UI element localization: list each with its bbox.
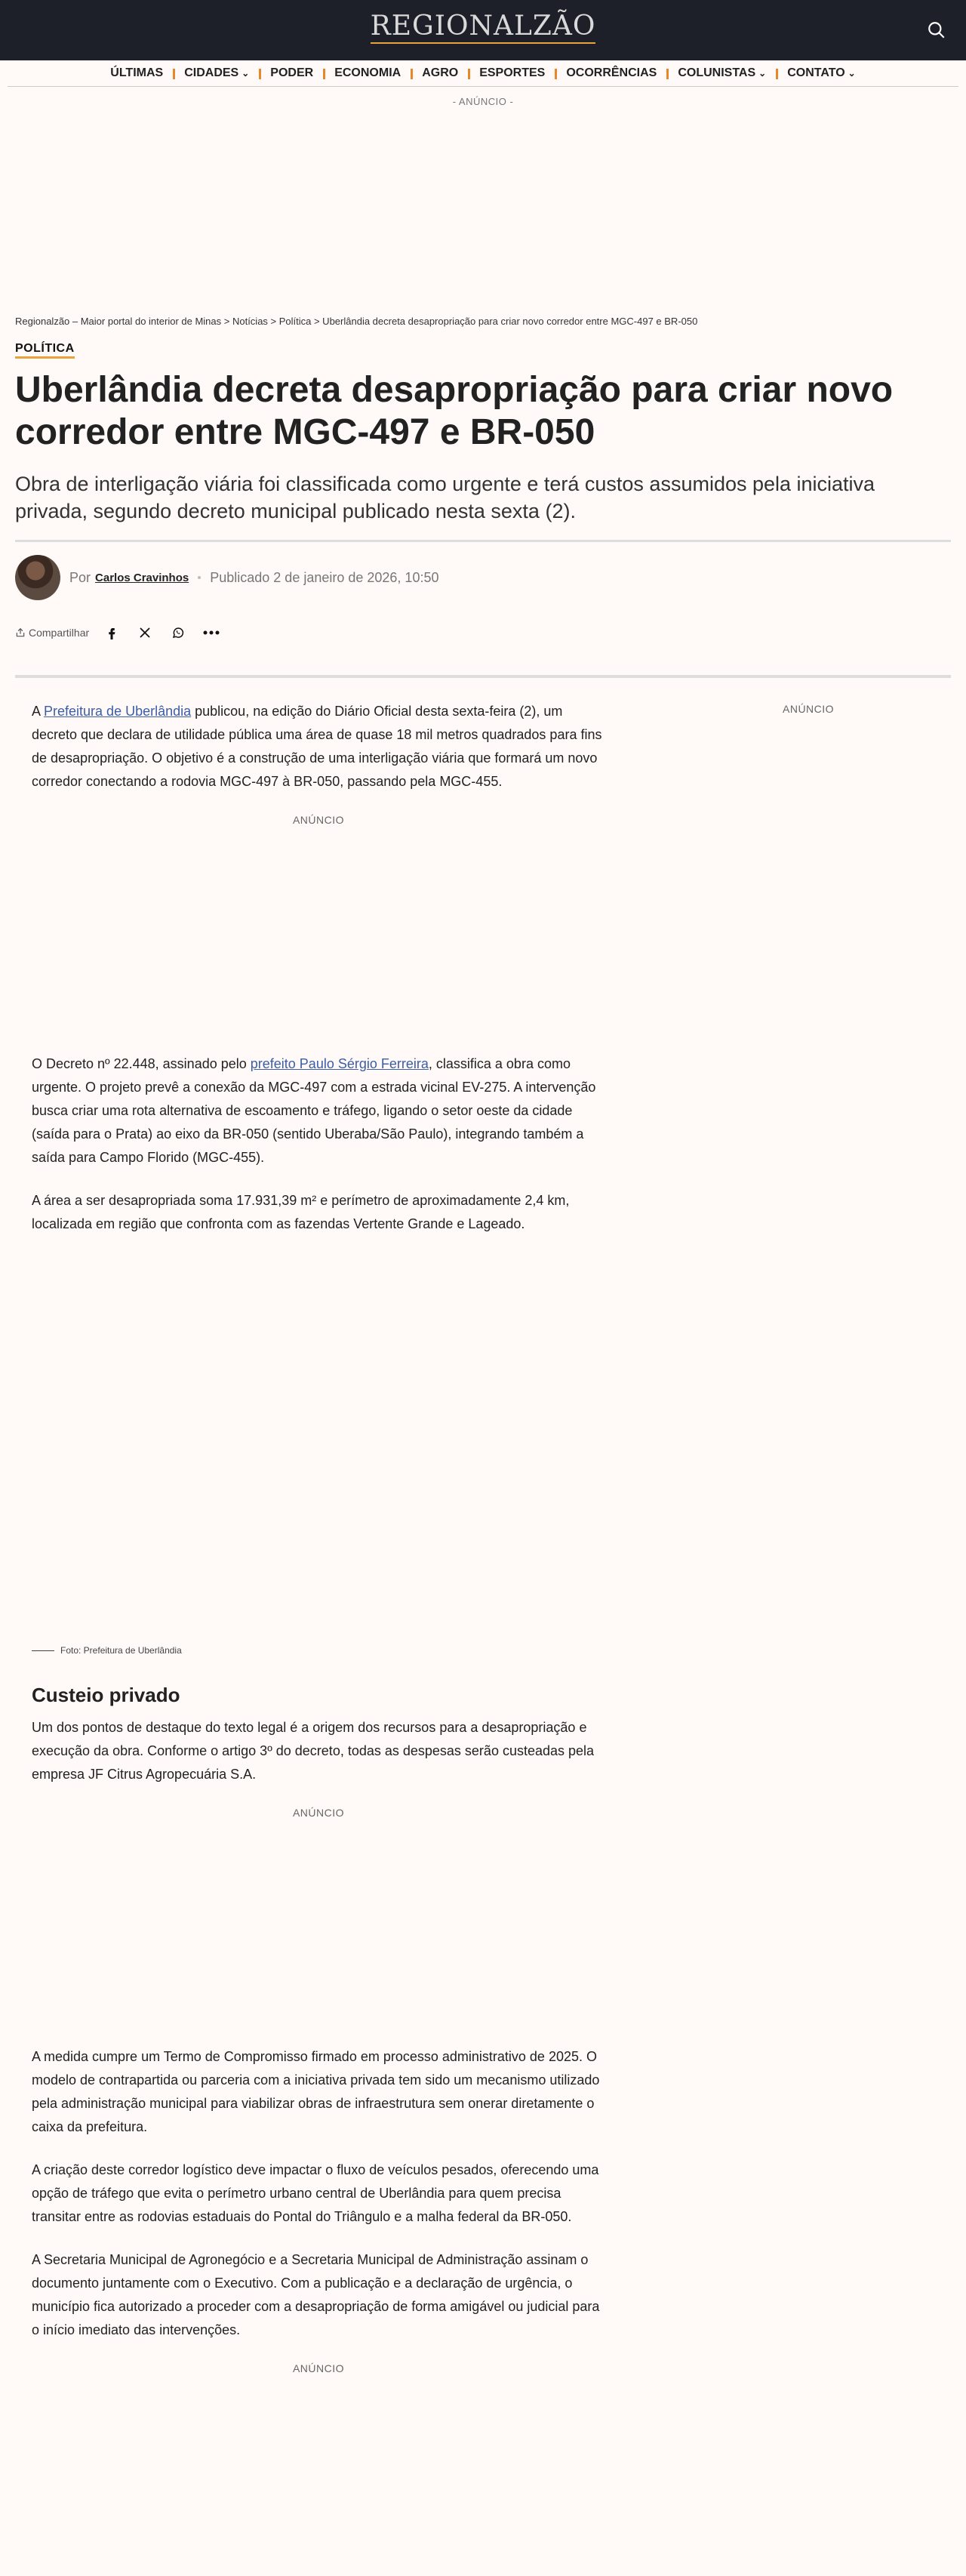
nav-item-ultimas[interactable]: ÚLTIMAS (110, 66, 164, 79)
paragraph: A criação deste corredor logístico deve impactar o fluxo de veículos pesados, oferecendo uma opção de tráfego que evita o perímetro urbano central de Uberlândia para quem precisa transitar entre as rodovias estaduais do Pontal do Triângulo e a malha federal da BR-050. (32, 2162, 599, 2224)
article-meta (15, 554, 951, 601)
ad-slot-inline (32, 832, 605, 1052)
publish-date: Publicado 2 de janeiro de 2026, 10:50 (210, 569, 439, 585)
avatar[interactable] (15, 555, 60, 600)
nav-item-cidades[interactable]: CIDADES ⌄ (174, 66, 260, 80)
divider (15, 540, 951, 542)
main-nav (8, 60, 958, 87)
ad-slot-inline (32, 1825, 605, 2045)
nav-item-poder[interactable]: PODER (260, 66, 324, 80)
share-icon (15, 627, 26, 638)
more-share-button[interactable] (196, 618, 226, 648)
category-badge[interactable]: POLÍTICA (15, 342, 75, 359)
link-prefeitura[interactable]: Prefeitura de Uberlândia (44, 704, 192, 719)
whatsapp-icon (171, 626, 185, 639)
paragraph: A Prefeitura de Uberlândia publicou, na edição do Diário Oficial desta sexta-feira (2), um decreto que declara de utilidade pública uma área de quase 18 mil metros quadrados para fins de desapropriação. O objetivo é a construção de uma interligação viária que formará um novo corredor conectando a rodovia MGC-497 à BR-050, passando pela MGC-455. (32, 704, 602, 789)
article-body-container (0, 678, 966, 2380)
paragraph: A área a ser desapropriada soma 17.931,39 m² e perímetro de aproximadamente 2,4 km, localizada em região que confronta com as fazendas Vertente Grande e Lageado. (32, 1193, 570, 1231)
facebook-icon (105, 626, 118, 639)
nav-item-agro[interactable]: AGRO (411, 66, 469, 80)
ad-label-inline: ANÚNCIO (292, 814, 345, 826)
page-title: Uberlândia decreta desapropriação para criar novo corredor entre MGC-497 e BR-050 (15, 370, 894, 452)
article-photo (32, 1236, 605, 1639)
photo-caption: Foto: Prefeitura de Uberlândia (32, 1639, 605, 1662)
separator-dot (198, 576, 201, 579)
section-heading: Custeio privado (32, 1684, 180, 1706)
facebook-share-button[interactable] (97, 618, 127, 648)
more-icon (203, 630, 220, 635)
article-subtitle: Obra de interligação viária foi classificada como urgente e terá custos assumidos pela iniciativa privada, segundo decreto municipal publicado nesta sexta (2). (15, 473, 875, 522)
nav-item-esportes[interactable]: ESPORTES (469, 66, 555, 80)
ad-label-inline: ANÚNCIO (292, 2362, 345, 2374)
breadcrumb[interactable]: Regionalzão – Maior portal do interior de Minas > Notícias > Política > Uberlândia decreta desapropriação para criar novo corredor entre MGC-497 e BR-050 (15, 316, 698, 327)
chevron-down-icon: ⌄ (848, 68, 856, 79)
search-icon[interactable] (927, 20, 946, 40)
nav-item-contato[interactable]: CONTATO ⌄ (777, 66, 866, 80)
paragraph: Um dos pontos de destaque do texto legal é a origem dos recursos para a desapropriação e execução da obra. Conforme o artigo 3º do decreto, todas as despesas serão custeadas pela empresa JF Citrus Agropecuária S.A. (32, 1720, 595, 1782)
nav-item-economia[interactable]: ECONOMIA (324, 66, 411, 80)
site-logo[interactable]: REGIONALZÃO (0, 11, 966, 44)
nav-item-colunistas[interactable]: COLUNISTAS ⌄ (667, 66, 777, 80)
chevron-down-icon: ⌄ (242, 68, 250, 79)
ad-label-sidebar: ANÚNCIO (783, 703, 835, 715)
share-label: Compartilhar (15, 627, 89, 639)
whatsapp-share-button[interactable] (163, 618, 193, 648)
x-icon (138, 626, 152, 639)
paragraph: O Decreto nº 22.448, assinado pelo prefeito Paulo Sérgio Ferreira, classifica a obra como urgente. O projeto prevê a conexão da MGC-497 com a estrada vicinal EV-275. A intervenção busca criar uma rota alternativa de escoamento e tráfego, ligando o setor oeste da cidade (saída para o Prata) ao eixo da BR-050 (sentido Uberaba/São Paulo), integrando também a saída para Campo Florido (MGC-455). (32, 1056, 596, 1165)
chevron-down-icon: ⌄ (758, 68, 767, 79)
author-link[interactable]: Carlos Cravinhos (95, 571, 189, 584)
author-prefix: Por (69, 569, 91, 585)
ad-label-inline: ANÚNCIO (292, 1807, 345, 1819)
link-prefeito[interactable]: prefeito Paulo Sérgio Ferreira (250, 1056, 429, 1071)
paragraph: A medida cumpre um Termo de Compromisso firmado em processo administrativo de 2025. O modelo de contrapartida ou parceria com a iniciativa privada tem sido um mecanismo utilizado pela administração municipal para viabilizar obras de infraestrutura sem onerar diretamente o caixa da prefeitura. (32, 2049, 600, 2134)
nav-item-ocorrencias[interactable]: OCORRÊNCIAS (555, 66, 667, 80)
x-share-button[interactable] (130, 618, 160, 648)
ad-label-top: - ANÚNCIO - (452, 96, 514, 107)
ad-slot-top (0, 107, 966, 316)
share-bar (15, 618, 951, 648)
site-header (0, 0, 966, 60)
paragraph: A Secretaria Municipal de Agronegócio e a Secretaria Municipal de Administração assinam o documento juntamente com o Executivo. Com a publicação e a declaração de urgência, o município fica autorizado a proceder com a desapropriação de forma amigável ou judicial para o início imediato das intervenções. (32, 2252, 600, 2337)
article-body (32, 678, 605, 2380)
